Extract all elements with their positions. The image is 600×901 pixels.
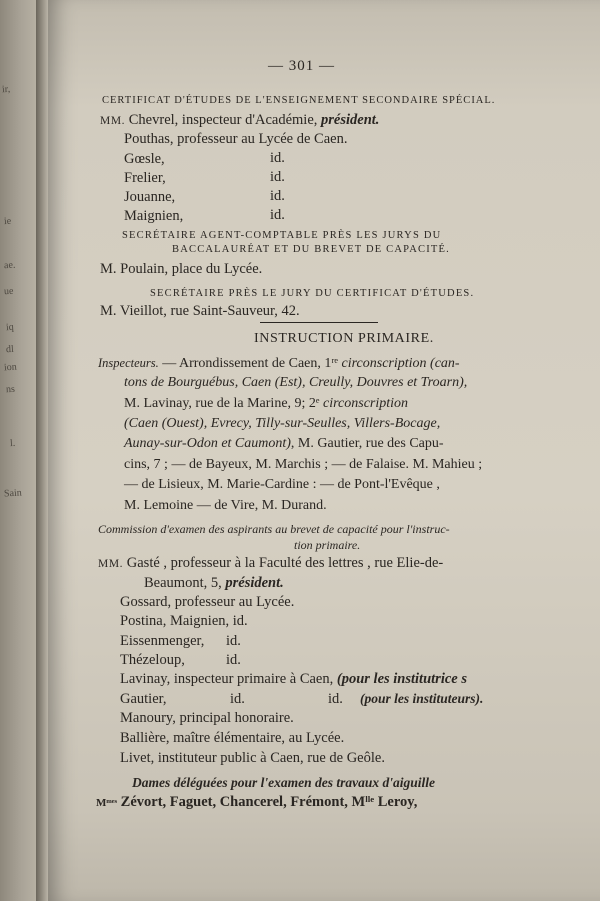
commission-member-lavinay: Lavinay, inspecteur primaire à Caen, (pour les institutrice s bbox=[120, 671, 467, 687]
inspecteurs-line-1: Inspecteurs. — Arrondissement de Caen, 1ʳᵉ circonscription (can- bbox=[98, 356, 460, 371]
margin-fragment: ae. bbox=[3, 259, 16, 272]
gautier-note: (pour les instituteurs). bbox=[360, 691, 484, 706]
margin-fragment: iq bbox=[5, 321, 15, 334]
instruction-primaire-heading: INSTRUCTION PRIMAIRE. bbox=[254, 331, 434, 346]
secretaire-agent-entry: M. Poulain, place du Lycée. bbox=[100, 261, 263, 277]
inspecteurs-line-2: tons de Bourguébus, Caen (Est), Creully, Douvres et Troarn), bbox=[124, 375, 468, 390]
mmes-prefix: Mᵐᵉˢ bbox=[96, 797, 118, 809]
certificat-member-1 bbox=[100, 111, 379, 130]
margin-fragment: ir, bbox=[1, 83, 11, 96]
inspecteurs-line-6: cins, 7 ; — de Bayeux, M. Marchis ; — de Falaise. M. Mahieu ; bbox=[124, 457, 483, 472]
inspecteurs-line-4: (Caen (Ouest), Evrecy, Tilly-sur-Seulles, Villers-Bocage, bbox=[124, 416, 441, 431]
commission-member: Eissenmenger, bbox=[120, 633, 205, 649]
secretaire-jury-entry: M. Vieillot, rue Saint-Sauveur, 42. bbox=[100, 303, 300, 319]
mm-prefix: MM. bbox=[100, 115, 126, 127]
commission-member: Gossard, professeur au Lycée. bbox=[120, 594, 295, 610]
margin-fragment: l. bbox=[9, 437, 16, 450]
id-mark: id. bbox=[328, 691, 343, 707]
id-mark: id. bbox=[270, 188, 285, 204]
commission-heading-2: tion primaire. bbox=[294, 538, 361, 552]
inspecteurs-line-5: Aunay-sur-Odon et Caumont), M. Gautier, rue des Capu- bbox=[124, 436, 444, 451]
mm-prefix: MM. bbox=[98, 558, 124, 570]
dames-names-line: Mᵐᵉˢ Zévort, Faguet, Chancerel, Frémont, Mˡˡᵉ Leroy, bbox=[96, 794, 418, 810]
secretaire-jury-heading: SECRÉTAIRE PRÈS LE JURY DU CERTIFICAT D'ÉTUDES. bbox=[150, 288, 475, 299]
id-mark: id. bbox=[226, 633, 241, 649]
id-mark: id. bbox=[270, 150, 285, 166]
id-mark: id. bbox=[230, 691, 245, 707]
id-mark: id. bbox=[270, 169, 285, 185]
page-number: — 301 — bbox=[268, 58, 335, 74]
margin-fragment: ns bbox=[5, 383, 16, 396]
inspecteurs-label: Inspecteurs. bbox=[98, 356, 159, 370]
certificat-heading: CERTIFICAT D'ÉTUDES DE L'ENSEIGNEMENT SECONDAIRE SPÉCIAL. bbox=[102, 95, 496, 106]
id-mark: id. bbox=[226, 652, 241, 668]
commission-member-gautier: Gautier, bbox=[120, 691, 167, 707]
inspecteurs-line-3: M. Lavinay, rue de la Marine, 9; 2ᵉ circonscription bbox=[124, 396, 409, 411]
commission-member: Thézeloup, bbox=[120, 652, 185, 668]
certificat-member-6: Maignien, bbox=[124, 208, 184, 224]
facing-page-edge bbox=[0, 0, 38, 901]
margin-fragment: Sain bbox=[3, 487, 23, 500]
certificat-member-3: Gœsle, bbox=[124, 151, 165, 167]
secretaire-agent-heading-2: BACCALAURÉAT ET DU BREVET DE CAPACITÉ. bbox=[172, 244, 450, 255]
commission-member: Livet, instituteur public à Caen, rue de Geôle. bbox=[120, 750, 385, 766]
id-mark: id. bbox=[270, 207, 285, 223]
dames-heading: Dames déléguées pour l'examen des travaux d'aiguille bbox=[132, 775, 435, 790]
margin-fragment: ion bbox=[3, 361, 18, 374]
commission-president-line-1: MM. Gasté , professeur à la Faculté des lettres , rue Elie-de- bbox=[98, 555, 444, 571]
certificat-member-5: Jouanne, bbox=[124, 189, 176, 205]
commission-heading-1: Commission d'examen des aspirants au brevet de capacité pour l'instruc- bbox=[98, 522, 450, 536]
commission-member: Manoury, principal honoraire. bbox=[120, 710, 294, 726]
member-role: président. bbox=[321, 112, 380, 128]
member-name: Chevrel, inspecteur d'Académie, bbox=[128, 112, 322, 128]
section-divider bbox=[260, 322, 378, 323]
commission-member: Ballière, maître élémentaire, au Lycée. bbox=[120, 730, 345, 746]
commission-member: Postina, Maignien, id. bbox=[120, 613, 248, 629]
margin-fragment: ue bbox=[3, 285, 14, 298]
inspecteurs-line-8: M. Lemoine — de Vire, M. Durand. bbox=[124, 498, 327, 513]
commission-president-line-2: Beaumont, 5, président. bbox=[144, 575, 284, 591]
margin-fragment: ie bbox=[3, 215, 12, 228]
certificat-member-4: Frelier, bbox=[124, 170, 166, 186]
book-page bbox=[48, 0, 600, 901]
margin-fragment: dl bbox=[5, 343, 15, 356]
secretaire-agent-heading-1: SECRÉTAIRE AGENT-COMPTABLE PRÈS LES JURYS DU bbox=[122, 230, 442, 241]
inspecteurs-line-7: — de Lisieux, M. Marie-Cardine : — de Pont-l'Evêque , bbox=[124, 477, 440, 492]
certificat-member-2: Pouthas, professeur au Lycée de Caen. bbox=[124, 131, 348, 147]
